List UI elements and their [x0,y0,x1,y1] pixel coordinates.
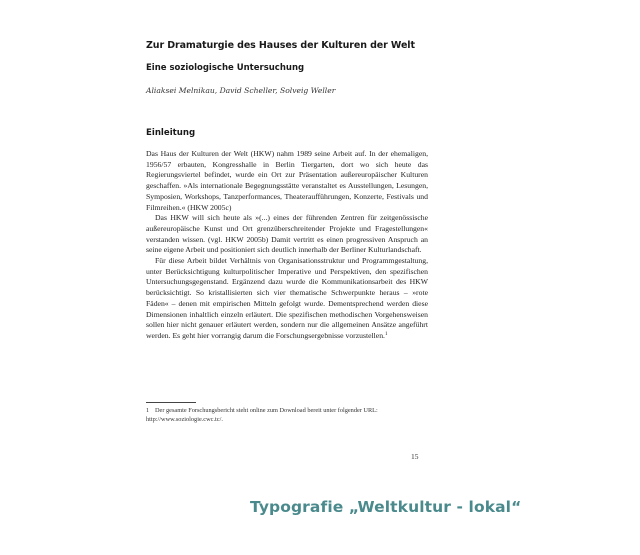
footnote-number: 1 [146,407,150,414]
footnote-text: Der gesamte Forschungsbericht steht online zum Download bereit unter folgender URL: http://www.soziologie.cwc.tc/. [146,407,378,423]
caption: Typografie „Weltkultur - lokal“ [250,498,522,516]
paragraph: Das Haus der Kulturen der Welt (HKW) nahm 1989 seine Arbeit auf. In der ehemaligen, 1956/57 erbauten, Kongresshalle in Berlin Tiergarten, dort wo sich heute das Regierungsviertel befindet, wurde ein Ort zur Präsentation außereuropäischer Kulturen geschaffen. »Als internationale Begegnungsstätte veranstaltet es Ausstellungen, Lesungen, Symposien, Workshops, Tanzperformances, Theateraufführungen, Konzerte, Festivals und Filmreihen.« (HKW 2005c) [146,149,428,212]
document-title: Zur Dramaturgie des Hauses der Kulturen der Welt [146,40,415,51]
body-text [146,149,428,342]
paragraph-text: Für diese Arbeit bildet Verhältnis von Organisationsstruktur und Programmgestaltung, unter Berücksichtigung kulturpolitischer Imperative und Perspektiven, den spezifischen Untersuchungsgegenstand. Ergänzend dazu wurde die Kommunikationsarbeit des HKW berücksichtigt. So kristallisierten sich vier thematische Schwerpunkte heraus – »rote Fäden« – denen mit empirischen Mitteln gefolgt wurde. Dementsprechend werden diese Dimensionen inhaltlich einzeln erläutert. Die spezifischen methodischen Vorgehensweisen sollen hier nicht genauer erläutert werden, sondern nur die allgemeinen Ansätze angeführt werden. Es geht hier vorrangig darum die Forschungsergebnisse vorzustellen. [146,256,428,340]
page-number: 15 [411,452,419,461]
footnote-marker: 1 [384,331,388,337]
paragraph [146,256,428,342]
section-heading: Einleitung [146,128,196,138]
paragraph: Das HKW will sich heute als »(...) eines der führenden Zentren für zeitgenössische außereuropäische Kunst und Ort grenzüberschreitender Projekte und Fragestellungen« verstanden wissen. (vgl. HKW 2005b) Damit vertritt es einen progressiven Anspruch an seine eigene Arbeit und positioniert sich deutlich innerhalb der Berliner Kulturlandschaft. [146,213,428,255]
footnote [146,407,428,425]
document-authors: Aliaksei Melnikau, David Scheller, Solveig Weller [146,86,336,95]
footnote-divider [146,402,196,403]
document-subtitle: Eine soziologische Untersuchung [146,63,305,73]
